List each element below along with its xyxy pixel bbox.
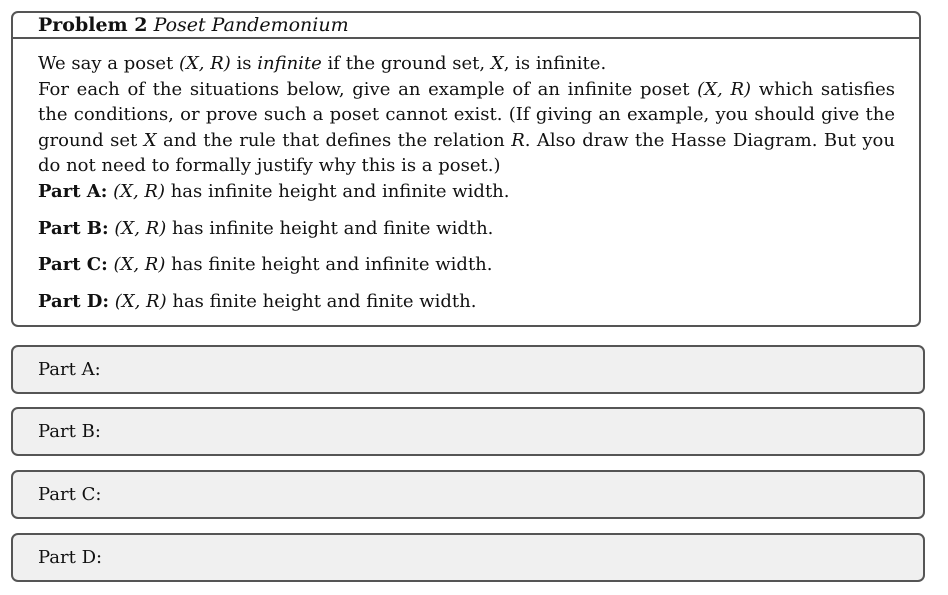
intro-text: , is infinite. <box>503 53 607 74</box>
emphasis-infinite: infinite <box>257 53 322 74</box>
math-ground-set: X <box>490 53 504 74</box>
math-poset: (X, R) <box>113 180 165 202</box>
answer-box-part-b[interactable] <box>11 407 925 456</box>
part-label: Part B: <box>38 217 109 239</box>
answer-box-part-d[interactable] <box>11 533 925 582</box>
math-poset: (X, R) <box>113 254 166 276</box>
intro-text: and the rule that defines the relation <box>156 129 512 151</box>
intro-text: which satisfies the conditions, or prove such a poset cannot exist. (If giving an example, you should give the ground set <box>38 78 895 151</box>
part-c-statement <box>38 252 895 278</box>
part-b-statement <box>38 216 895 242</box>
intro-text: We say a poset <box>38 53 179 74</box>
math-ground-set: X <box>143 129 157 151</box>
math-poset: (X, R) <box>697 78 752 100</box>
problem-number: Problem 2 <box>38 14 148 36</box>
math-poset: (X, R) <box>178 53 231 74</box>
part-label: Part D: <box>38 290 110 312</box>
intro-text: For each of the situations below, give an example of an infinite poset <box>38 78 698 100</box>
intro-paragraph <box>38 77 895 179</box>
math-poset: (X, R) <box>114 290 167 312</box>
part-label: Part A: <box>38 180 108 202</box>
intro-text: if the ground set, <box>321 53 491 74</box>
intro-line <box>38 51 895 77</box>
part-text: has finite height and infinite width. <box>165 254 493 276</box>
math-poset: (X, R) <box>114 217 167 239</box>
intro-text: . Also draw the Hasse Diagram. But you do not need to formally justify why this is a poset.) <box>38 129 895 177</box>
problem-body <box>13 39 919 314</box>
math-relation: R <box>511 129 525 151</box>
answer-label: Part D: <box>38 547 103 568</box>
part-a-statement <box>38 179 895 205</box>
problem-header <box>13 13 919 39</box>
answer-label: Part A: <box>38 359 101 380</box>
answer-box-part-c[interactable] <box>11 470 925 519</box>
problem-title: Poset Pandemonium <box>153 14 349 36</box>
part-text: has infinite height and infinite width. <box>164 180 510 202</box>
intro-text: is <box>230 53 258 74</box>
part-text: has finite height and finite width. <box>166 290 477 312</box>
problem-box <box>11 11 921 327</box>
answer-box-part-a[interactable] <box>11 345 925 394</box>
answer-label: Part B: <box>38 421 101 442</box>
part-d-statement <box>38 289 895 315</box>
answer-label: Part C: <box>38 484 102 505</box>
part-text: has infinite height and finite width. <box>166 217 494 239</box>
part-label: Part C: <box>38 254 108 276</box>
